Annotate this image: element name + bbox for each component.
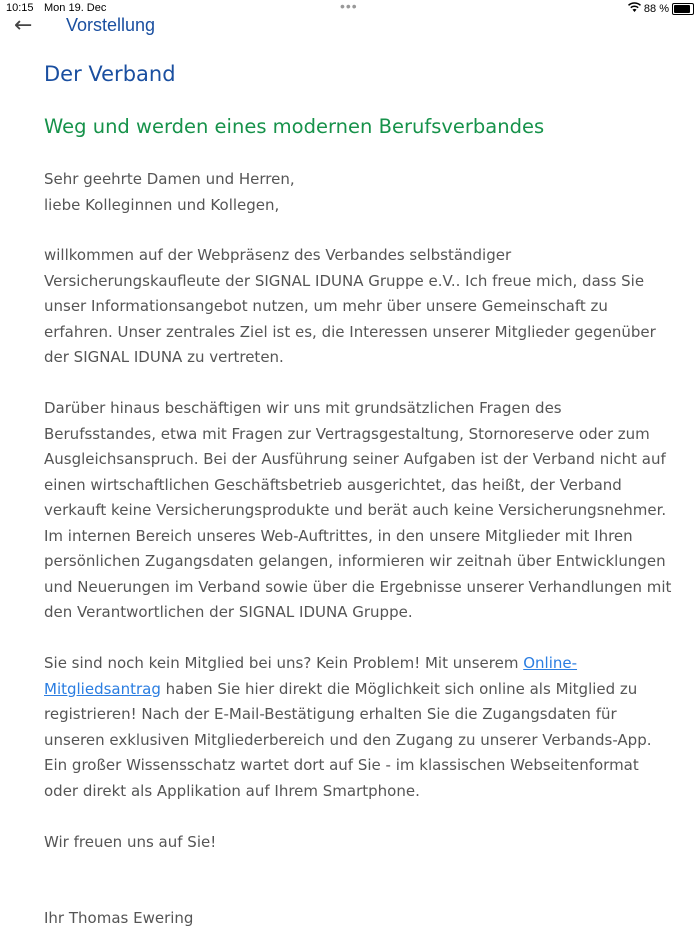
text-line: Im internen Bereich unseres Web-Auftrittes, in den unsere Mitglieder mit Ihren: [44, 526, 633, 545]
text-line: Wir freuen uns auf Sie!: [44, 833, 217, 851]
text-fragment: Sie sind noch kein Mitglied bei uns? Kein Problem! Mit unserem: [44, 654, 524, 672]
nav-bar: [0, 14, 700, 40]
text-line: willkommen auf der Webpräsenz des Verbandes selbständiger: [44, 246, 512, 264]
text-line: Ein großer Wissensschatz wartet dort auf Sie - im klassischen Webseitenformat: [44, 756, 639, 774]
text-line: [44, 651, 652, 677]
text-line: den Verantwortlichen der SIGNAL IDUNA Gruppe.: [44, 603, 413, 621]
battery-icon: [672, 3, 694, 15]
text-line: einen wirtschaftlichen Geschäftsbetrieb ausgerichtet, das heißt, der Verband: [44, 475, 622, 494]
battery-percent: 88 %: [643, 2, 669, 15]
paragraph-tasks: [44, 396, 671, 626]
text-line: Sehr geehrte Damen und Herren,: [44, 170, 295, 188]
text-line: oder direkt als Applikation auf Ihrem Smartphone.: [44, 781, 420, 800]
signature: [44, 906, 193, 932]
text-line: registrieren! Nach der E-Mail-Bestätigung erhalten Sie die Zugangsdaten für: [44, 705, 617, 723]
page-title: Der Verband: [44, 62, 176, 86]
text-fragment: haben Sie hier direkt die Möglichkeit sich online als Mitglied zu: [160, 679, 638, 698]
text-line: und Neuerungen im Verband sowie über die Ergebnisse unserer Verhandlungen mit: [44, 577, 672, 596]
text-line: unser Informationsangebot nutzen, um mehr über unsere Gemeinschaft zu: [44, 297, 608, 315]
text-line: Ausgleichsanspruch. Bei der Ausführung seiner Aufgaben ist der Verband nicht auf: [44, 450, 666, 468]
text-line: Ihr Thomas Ewering: [44, 909, 194, 927]
text-line: erfahren. Unser zentrales Ziel ist es, die Interessen unserer Mitglieder gegenüber: [44, 322, 656, 341]
text-line: unseren exklusiven Mitgliederbereich und den Zugang zu unserer Verbands-App.: [44, 730, 652, 749]
text-line: Berufsstandes, etwa mit Fragen zur Vertragsgestaltung, Stornoreserve oder zum: [44, 424, 650, 443]
paragraph-closing: [44, 830, 216, 856]
text-line: Versicherungskaufleute der SIGNAL IDUNA Gruppe e.V.. Ich freue mich, dass Sie: [44, 271, 645, 290]
text-line: persönlichen Zugangsdaten gelangen, informieren wir zeitnah über Entwicklungen: [44, 552, 666, 570]
nav-title: Vorstellung: [66, 15, 156, 35]
multitasking-dots-icon[interactable]: •••: [340, 0, 358, 14]
text-line: liebe Kolleginnen und Kollegen,: [44, 195, 280, 214]
status-time: 10:15: [6, 2, 34, 14]
membership-link-continued[interactable]: Mitgliedsantrag: [44, 679, 161, 698]
text-line: der SIGNAL IDUNA zu vertreten.: [44, 348, 284, 366]
paragraph-greeting: [44, 167, 295, 218]
paragraph-welcome: [44, 243, 656, 371]
text-line: [44, 677, 652, 703]
back-arrow-icon[interactable]: ←: [14, 13, 33, 38]
membership-link[interactable]: Online-: [523, 654, 578, 672]
page-subtitle: Weg und werden eines modernen Berufsverbandes: [44, 115, 545, 138]
paragraph-membership: [44, 651, 652, 804]
text-line: verkauft keine Versicherungsprodukte und berät auch keine Versicherungsnehmer.: [44, 501, 667, 519]
text-line: Darüber hinaus beschäftigen wir uns mit grundsätzlichen Fragen des: [44, 399, 562, 417]
status-date: Mon 19. Dec: [44, 2, 107, 14]
